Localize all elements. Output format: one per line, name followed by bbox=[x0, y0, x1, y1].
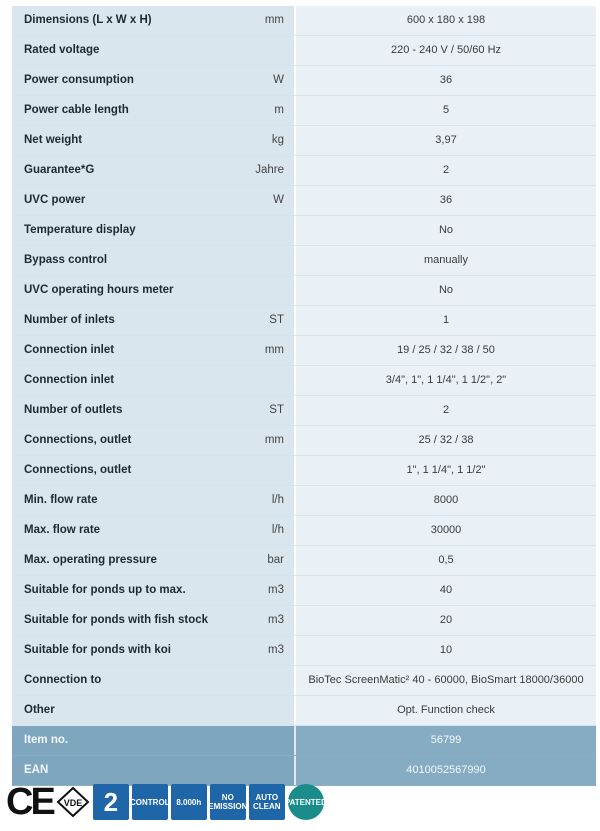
spec-value: No bbox=[296, 276, 596, 305]
spec-row bbox=[12, 186, 596, 216]
spec-label: Bypass control bbox=[12, 246, 218, 275]
spec-row bbox=[12, 96, 596, 126]
spec-unit: ST bbox=[218, 306, 294, 335]
spec-label: Connections, outlet bbox=[12, 456, 218, 485]
spec-value: 3,97 bbox=[296, 126, 596, 155]
spec-label: Suitable for ponds with fish stock bbox=[12, 606, 218, 635]
spec-label: UVC operating hours meter bbox=[12, 276, 218, 305]
spec-row bbox=[12, 216, 596, 246]
spec-label: Connection inlet bbox=[12, 366, 218, 395]
spec-table bbox=[12, 6, 596, 786]
spec-row bbox=[12, 66, 596, 96]
spec-value: 220 - 240 V / 50/60 Hz bbox=[296, 36, 596, 65]
spec-label: Connection to bbox=[12, 666, 218, 695]
spec-row bbox=[12, 6, 596, 36]
spec-label: Item no. bbox=[12, 726, 218, 755]
spec-label: Temperature display bbox=[12, 216, 218, 245]
control-badge bbox=[132, 784, 168, 820]
patented-badge bbox=[284, 784, 327, 820]
spec-unit: l/h bbox=[218, 516, 294, 545]
ce-mark-icon: CE bbox=[6, 781, 53, 823]
spec-row bbox=[12, 696, 596, 726]
spec-value: 30000 bbox=[296, 516, 596, 545]
spec-value: 19 / 25 / 32 / 38 / 50 bbox=[296, 336, 596, 365]
spec-value: 20 bbox=[296, 606, 596, 635]
spec-value: 56799 bbox=[296, 726, 596, 755]
spec-label: UVC power bbox=[12, 186, 218, 215]
spec-value: 0,5 bbox=[296, 546, 596, 575]
spec-label: Connections, outlet bbox=[12, 426, 218, 455]
spec-value: 5 bbox=[296, 96, 596, 125]
spec-row bbox=[12, 666, 596, 696]
spec-value: BioTec ScreenMatic² 40 - 60000, BioSmart 18000/36000 bbox=[296, 666, 596, 695]
spec-value: No bbox=[296, 216, 596, 245]
spec-label: Min. flow rate bbox=[12, 486, 218, 515]
spec-label: Guarantee*G bbox=[12, 156, 218, 185]
spec-value: 36 bbox=[296, 186, 596, 215]
spec-label: Net weight bbox=[12, 126, 218, 155]
no-emission-text: NO EMISSION bbox=[208, 793, 248, 811]
vde-mark-icon bbox=[56, 786, 90, 818]
spec-row bbox=[12, 366, 596, 396]
spec-unit: mm bbox=[218, 426, 294, 455]
patented-text: PATENTED bbox=[284, 797, 327, 807]
control-badge-text: CONTROL bbox=[130, 797, 170, 807]
spec-value: 8000 bbox=[296, 486, 596, 515]
spec-label: Power cable length bbox=[12, 96, 218, 125]
spec-label: Power consumption bbox=[12, 66, 218, 95]
spec-label: Dimensions (L x W x H) bbox=[12, 6, 218, 35]
spec-value: 2 bbox=[296, 156, 596, 185]
spec-unit bbox=[218, 726, 294, 755]
spec-unit bbox=[218, 216, 294, 245]
spec-label: Rated voltage bbox=[12, 36, 218, 65]
spec-label: Connection inlet bbox=[12, 336, 218, 365]
spec-row bbox=[12, 246, 596, 276]
spec-unit: mm bbox=[218, 336, 294, 365]
spec-label: Suitable for ponds with koi bbox=[12, 636, 218, 665]
no-emission-badge bbox=[210, 784, 246, 820]
spec-label: Max. operating pressure bbox=[12, 546, 218, 575]
spec-label: Number of inlets bbox=[12, 306, 218, 335]
spec-unit: m3 bbox=[218, 636, 294, 665]
spec-unit: l/h bbox=[218, 486, 294, 515]
spec-row bbox=[12, 156, 596, 186]
spec-row bbox=[12, 336, 596, 366]
spec-unit: mm bbox=[218, 6, 294, 35]
auto-clean-text: AUTO CLEAN bbox=[253, 793, 281, 811]
certification-badges bbox=[6, 780, 327, 824]
spec-unit bbox=[218, 36, 294, 65]
spec-unit: kg bbox=[218, 126, 294, 155]
spec-label: Other bbox=[12, 696, 218, 725]
spec-value: 4010052567990 bbox=[296, 756, 596, 785]
warranty-years-number: 2 bbox=[103, 786, 119, 817]
spec-value: 3/4", 1", 1 1/4", 1 1/2", 2" bbox=[296, 366, 596, 395]
spec-unit: W bbox=[218, 186, 294, 215]
spec-row bbox=[12, 36, 596, 66]
spec-unit: W bbox=[218, 66, 294, 95]
spec-unit bbox=[218, 456, 294, 485]
spec-row bbox=[12, 726, 596, 756]
spec-unit: ST bbox=[218, 396, 294, 425]
uvc-hours-badge bbox=[171, 784, 207, 820]
spec-unit: m3 bbox=[218, 576, 294, 605]
spec-label: Suitable for ponds up to max. bbox=[12, 576, 218, 605]
spec-row bbox=[12, 456, 596, 486]
spec-row bbox=[12, 636, 596, 666]
auto-clean-badge bbox=[249, 784, 285, 820]
spec-row bbox=[12, 576, 596, 606]
spec-unit: m bbox=[218, 96, 294, 125]
warranty-2-years-badge bbox=[93, 784, 129, 820]
spec-unit bbox=[218, 246, 294, 275]
spec-value: 10 bbox=[296, 636, 596, 665]
spec-value: 2 bbox=[296, 396, 596, 425]
spec-row bbox=[12, 126, 596, 156]
spec-value: Opt. Function check bbox=[296, 696, 596, 725]
spec-unit: m3 bbox=[218, 606, 294, 635]
spec-row bbox=[12, 546, 596, 576]
spec-label: Number of outlets bbox=[12, 396, 218, 425]
spec-value: 1 bbox=[296, 306, 596, 335]
spec-value: 40 bbox=[296, 576, 596, 605]
spec-row bbox=[12, 396, 596, 426]
spec-value: manually bbox=[296, 246, 596, 275]
spec-row bbox=[12, 276, 596, 306]
spec-value: 25 / 32 / 38 bbox=[296, 426, 596, 455]
uvc-hours-text: 8.000h bbox=[176, 797, 202, 807]
spec-row bbox=[12, 306, 596, 336]
spec-row bbox=[12, 516, 596, 546]
spec-unit bbox=[218, 366, 294, 395]
spec-row bbox=[12, 426, 596, 456]
spec-label: Max. flow rate bbox=[12, 516, 218, 545]
spec-unit bbox=[218, 666, 294, 695]
spec-row bbox=[12, 606, 596, 636]
spec-unit bbox=[218, 696, 294, 725]
spec-label: EAN bbox=[12, 756, 218, 785]
spec-unit: bar bbox=[218, 546, 294, 575]
spec-unit: Jahre bbox=[218, 156, 294, 185]
vde-mark-text: VDE bbox=[63, 798, 83, 808]
spec-value: 600 x 180 x 198 bbox=[296, 6, 596, 35]
spec-row bbox=[12, 486, 596, 516]
spec-unit bbox=[218, 276, 294, 305]
spec-value: 36 bbox=[296, 66, 596, 95]
spec-value: 1", 1 1/4", 1 1/2" bbox=[296, 456, 596, 485]
